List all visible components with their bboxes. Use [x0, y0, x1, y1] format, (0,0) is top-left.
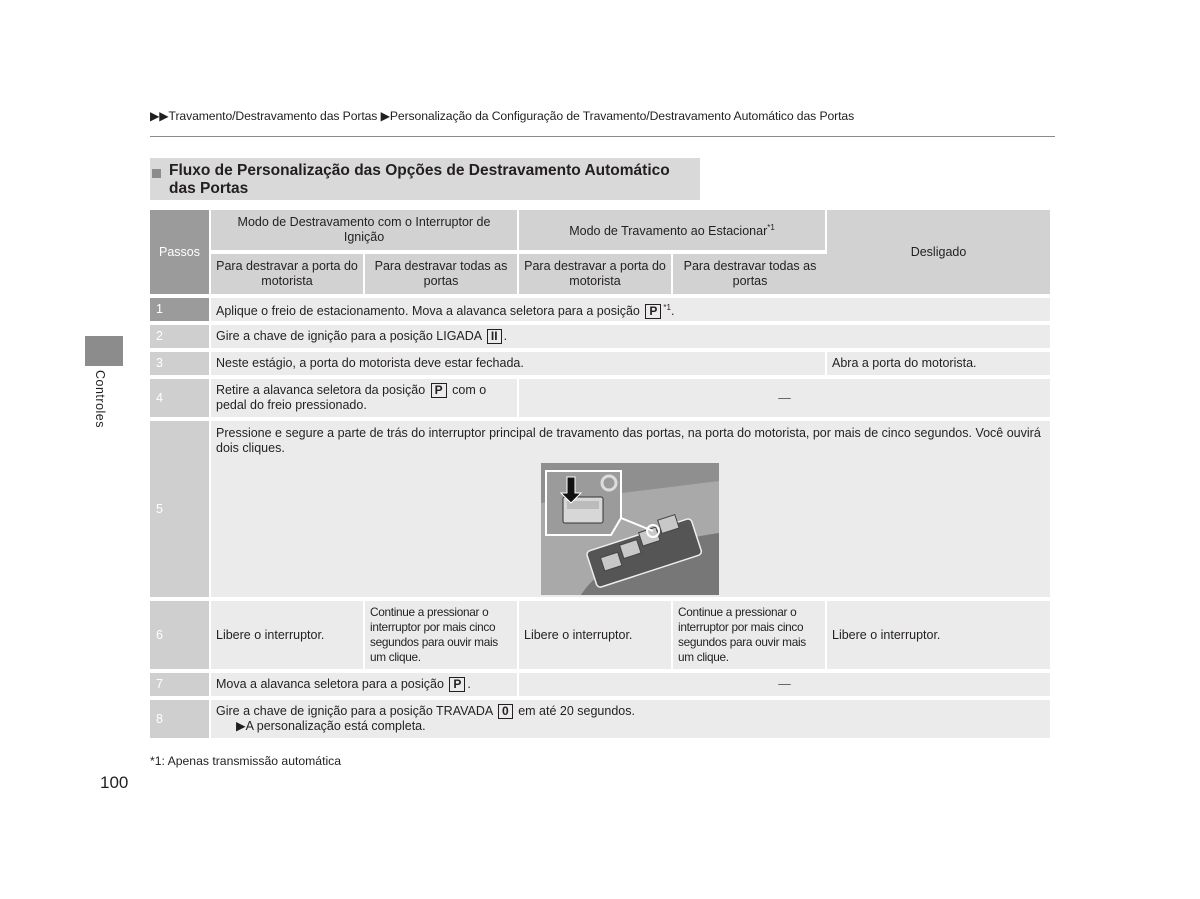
- step-number: 8: [150, 700, 211, 742]
- header-off: Desligado: [827, 210, 1050, 298]
- table-row: [150, 352, 1050, 379]
- step-number: 5: [150, 421, 211, 601]
- step-4-text-b: com o pedal do freio pressionado.: [216, 383, 487, 412]
- gear-p-key-icon: P: [449, 677, 465, 692]
- header-park-mode-label: Modo de Travamento ao Estacionar: [569, 224, 768, 239]
- empty-dash: —: [519, 379, 1050, 421]
- header-passos: Passos: [150, 210, 211, 298]
- footnote: *1: Apenas transmissão automática: [150, 754, 342, 768]
- page-number: 100: [100, 773, 129, 792]
- step-5-text: Pressione e segure a parte de trás do interruptor principal de travamento das portas, na porta do motorista, por mais de cinco segundos. Você ouvirá dois cliques.: [216, 426, 1041, 455]
- table-row: [150, 673, 1050, 700]
- breadcrumb-link-door-locks[interactable]: Travamento/Destravamento das Portas: [168, 109, 378, 123]
- figure-area: [216, 463, 1045, 597]
- step-8-result-text: A personalização está completa.: [245, 719, 426, 733]
- subheader-ignition-driver: Para destravar a porta do motorista: [211, 254, 365, 298]
- step-7-text-a: Mova a alavanca seletora para a posição: [216, 677, 444, 691]
- step-2-tail: .: [503, 329, 508, 343]
- table-row: [150, 601, 1050, 673]
- step-1-text: Aplique o freio de estacionamento. Mova a alavanca seletora para a posição: [216, 304, 640, 319]
- step-number: 3: [150, 352, 211, 379]
- table-row: [150, 379, 1050, 421]
- table-row: [150, 325, 1050, 352]
- breadcrumb-arrow-icon: ▶: [380, 109, 390, 123]
- step-5-cell: [211, 421, 1050, 601]
- section-title: Fluxo de Personalização das Opções de Destravamento Automático das Portas: [169, 162, 670, 197]
- step-3-text: Neste estágio, a porta do motorista deve estar fechada.: [211, 352, 827, 379]
- header-ignition-mode: Modo de Destravamento com o Interruptor de Ignição: [211, 210, 519, 254]
- step-6-release: Libere o interruptor.: [211, 601, 365, 673]
- header-park-mode: [519, 210, 827, 254]
- step-4-text-a: Retire a alavanca seletora da posição: [216, 383, 426, 397]
- breadcrumb: [150, 109, 1055, 123]
- subheader-park-all: Para destravar todas as portas: [673, 254, 827, 298]
- step-3-off-text: Abra a porta do motorista.: [827, 352, 1050, 379]
- table-row: [150, 421, 1050, 601]
- customization-flow-table: [150, 210, 1050, 742]
- step-7-text: [211, 673, 519, 700]
- table-row: [150, 298, 1050, 325]
- step-4-text: [211, 379, 519, 421]
- subheader-ignition-all: Para destravar todas as portas: [365, 254, 519, 298]
- gear-p-key-icon: P: [431, 383, 447, 398]
- footnote-ref: *1: [767, 223, 775, 233]
- step-2-text: Gire a chave de ignição para a posição LIGADA: [216, 329, 482, 343]
- step-6-release: Libere o interruptor.: [519, 601, 673, 673]
- step-text: [211, 325, 1050, 352]
- step-number: 1: [150, 298, 211, 325]
- step-number: 2: [150, 325, 211, 352]
- step-8-result: [216, 719, 1045, 734]
- table-row: [150, 700, 1050, 742]
- door-lock-switch-illustration: [541, 463, 719, 595]
- step-8-cell: [211, 700, 1050, 742]
- footnote-ref: *1: [663, 302, 671, 312]
- empty-dash: —: [519, 673, 1050, 700]
- square-bullet-icon: [152, 169, 161, 178]
- step-6-continue: Continue a pressionar o interruptor por mais cinco segundos para ouvir mais um clique.: [365, 601, 519, 673]
- step-6-release: Libere o interruptor.: [827, 601, 1050, 673]
- subheader-park-driver: Para destravar a porta do motorista: [519, 254, 673, 298]
- step-8-text-a: Gire a chave de ignição para a posição TRAVADA: [216, 704, 493, 718]
- step-7-tail: .: [467, 677, 471, 691]
- ignition-lock-key-icon: 0: [498, 704, 513, 719]
- gear-p-key-icon: P: [645, 304, 661, 319]
- breadcrumb-current-page: Personalização da Configuração de Travamento/Destravamento Automático das Portas: [389, 109, 855, 123]
- step-8-line1: [216, 704, 1045, 719]
- breadcrumb-divider: [150, 136, 1055, 137]
- step-number: 6: [150, 601, 211, 673]
- section-heading: [150, 158, 700, 200]
- step-text: [211, 298, 1050, 325]
- side-tab-label: Controles: [93, 370, 107, 428]
- step-6-continue: Continue a pressionar o interruptor por mais cinco segundos para ouvir mais um clique.: [673, 601, 827, 673]
- step-1-tail: .: [670, 304, 675, 319]
- step-number: 7: [150, 673, 211, 700]
- result-arrow-icon: ▶: [236, 719, 246, 733]
- ignition-on-key-icon: II: [487, 329, 502, 344]
- step-number: 4: [150, 379, 211, 421]
- breadcrumb-arrows-icon: ▶▶: [150, 109, 169, 123]
- side-tab-marker: [85, 336, 123, 366]
- step-8-text-b: em até 20 segundos.: [518, 704, 635, 718]
